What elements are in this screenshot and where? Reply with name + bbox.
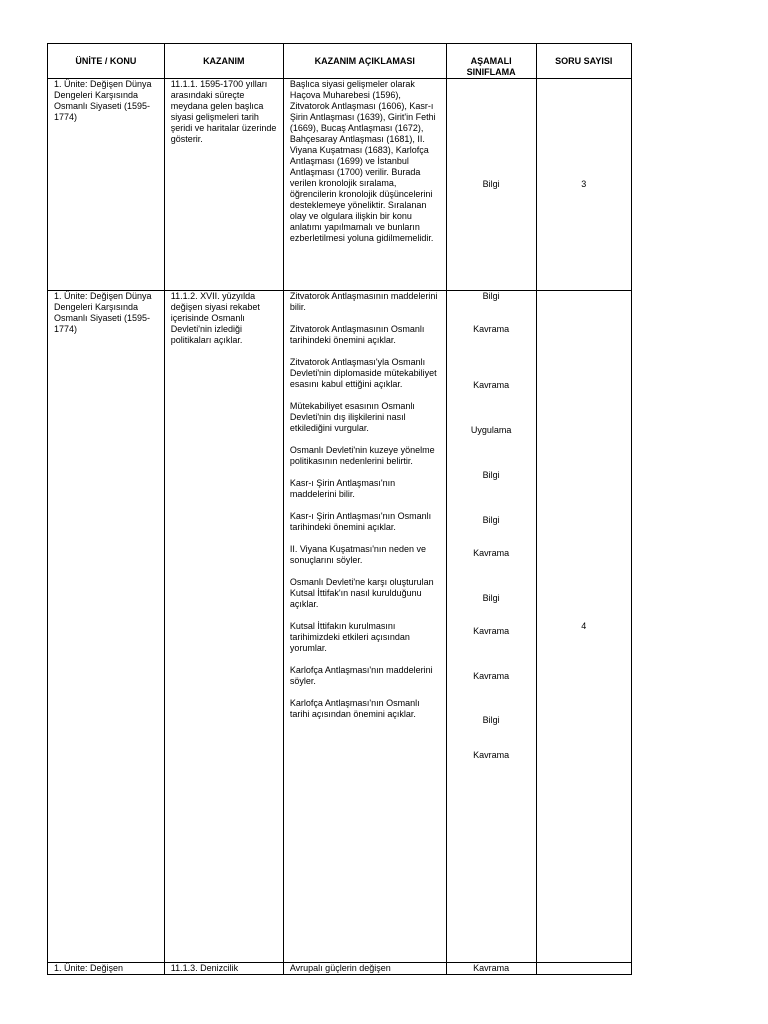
cell-aciklama-list bbox=[283, 291, 446, 963]
aciklama-item: Osmanlı Devleti'ne karşı oluşturulan Kutsal İttifak'ın nasıl kurulduğunu açıklar. bbox=[289, 577, 434, 609]
cell-soru-sayisi bbox=[536, 963, 631, 975]
aciklama-item: Karlofça Antlaşması'nın Osmanlı tarihi açısından önemini açıklar. bbox=[289, 698, 420, 719]
cell-aciklama: Avrupalı güçlerin değişen bbox=[283, 963, 446, 975]
asamali-item: Kavrama bbox=[473, 626, 510, 636]
aciklama-item: Mütekabiliyet esasının Osmanlı Devleti'nin dış ilişkilerini nasıl etkilediğini vurgular. bbox=[289, 401, 415, 433]
aciklama-item: Zitvatorok Antlaşmasının maddelerini bilir. bbox=[289, 291, 438, 312]
cell-asamali-list bbox=[446, 291, 536, 963]
asamali-item: Kavrama bbox=[473, 548, 510, 558]
cell-unite: 1. Ünite: Değişen bbox=[48, 963, 165, 975]
asamali-item: Kavrama bbox=[473, 671, 510, 681]
aciklama-item: Karlofça Antlaşması'nın maddelerini söyler. bbox=[289, 665, 433, 686]
header-kazanim: KAZANIM bbox=[164, 44, 283, 79]
header-soru-sayisi: SORU SAYISI bbox=[536, 44, 631, 79]
table-header-row bbox=[48, 44, 632, 79]
aciklama-item: II. Viyana Kuşatması'nın neden ve sonuçlarını söyler. bbox=[289, 544, 426, 565]
header-asamali-line1: AŞAMALI bbox=[470, 56, 512, 66]
asamali-list bbox=[453, 291, 530, 962]
curriculum-table bbox=[47, 43, 632, 975]
cell-asamali: Kavrama bbox=[446, 963, 536, 975]
aciklama-item: Zitvatorok Antlaşması'yla Osmanlı Devleti'nin diplomaside mütekabiliyet esasını kabul ettiğini açıklar. bbox=[289, 357, 437, 389]
header-unite-konu: ÜNİTE / KONU bbox=[48, 44, 165, 79]
cell-kazanim: 11.1.1. 1595-1700 yılları arasındaki süreçte meydana gelen başlıca siyasi gelişmeleri tarih şeridi ve haritalar üzerinde gösterir. bbox=[164, 79, 283, 291]
header-asamali-siniflama bbox=[446, 44, 536, 79]
aciklama-list bbox=[290, 291, 440, 720]
table-row bbox=[48, 79, 632, 291]
cell-unite: 1. Ünite: Değişen Dünya Dengeleri Karşısında Osmanlı Siyaseti (1595-1774) bbox=[48, 291, 165, 963]
asamali-item: Bilgi bbox=[482, 470, 500, 480]
cell-soru-sayisi: 3 bbox=[536, 79, 631, 291]
asamali-item: Uygulama bbox=[470, 425, 512, 435]
table-row bbox=[48, 291, 632, 963]
table-row bbox=[48, 963, 632, 975]
cell-kazanim: 11.1.3. Denizcilik bbox=[164, 963, 283, 975]
asamali-item: Bilgi bbox=[482, 593, 500, 603]
header-kazanim-aciklamasi: KAZANIM AÇIKLAMASI bbox=[283, 44, 446, 79]
asamali-item: Bilgi bbox=[482, 715, 500, 725]
cell-unite: 1. Ünite: Değişen Dünya Dengeleri Karşısında Osmanlı Siyaseti (1595-1774) bbox=[48, 79, 165, 291]
aciklama-item: Kutsal İttifakın kurulmasını tarihimizdeki etkileri açısından yorumlar. bbox=[289, 621, 410, 653]
asamali-item: Kavrama bbox=[473, 380, 510, 390]
asamali-item: Bilgi bbox=[482, 291, 500, 301]
cell-aciklama: Başlıca siyasi gelişmeler olarak Haçova Muharebesi (1596), Zitvatorok Antlaşması (1606), Kasr-ı Şirin Antlaşması (1639), Girit'in Fethi (1669), Bucaş Antlaşması (1672), Bahçesaray Antlaşması (1681), II. Viyana Kuşatması (1683), Karlofça Antlaşması (1699) ve İstanbul Antlaşması (1700) verilir. Burada verilen kronolojik sıralama, öğrencilerin kronolojik düşüncelerini desteklemeye yöneliktir. Sıralanan olay ve olgulara ilişkin bir konu anlatımı yapılmamalı ve bunların ezberletilmesi yoluna gidilmemelidir. bbox=[283, 79, 446, 291]
cell-kazanim: 11.1.2. XVII. yüzyılda değişen siyasi rekabet içerisinde Osmanlı Devleti'nin izlediği politikaları açıklar. bbox=[164, 291, 283, 963]
asamali-item: Kavrama bbox=[473, 324, 510, 334]
cell-soru-sayisi: 4 bbox=[536, 291, 631, 963]
aciklama-item: Kasr-ı Şirin Antlaşması'nın maddelerini bilir. bbox=[289, 478, 396, 499]
header-asamali-line2: SINIFLAMA bbox=[466, 67, 516, 77]
aciklama-item: Kasr-ı Şirin Antlaşması'nın Osmanlı tarihindeki önemini açıklar. bbox=[289, 511, 432, 532]
cell-asamali: Bilgi bbox=[446, 79, 536, 291]
asamali-item: Bilgi bbox=[482, 515, 500, 525]
aciklama-item: Zitvatorok Antlaşmasının Osmanlı tarihindeki önemini açıklar. bbox=[289, 324, 425, 345]
aciklama-item: Osmanlı Devleti'nin kuzeye yönelme politikasının nedenlerini belirtir. bbox=[289, 445, 435, 466]
asamali-item: Kavrama bbox=[473, 750, 510, 760]
